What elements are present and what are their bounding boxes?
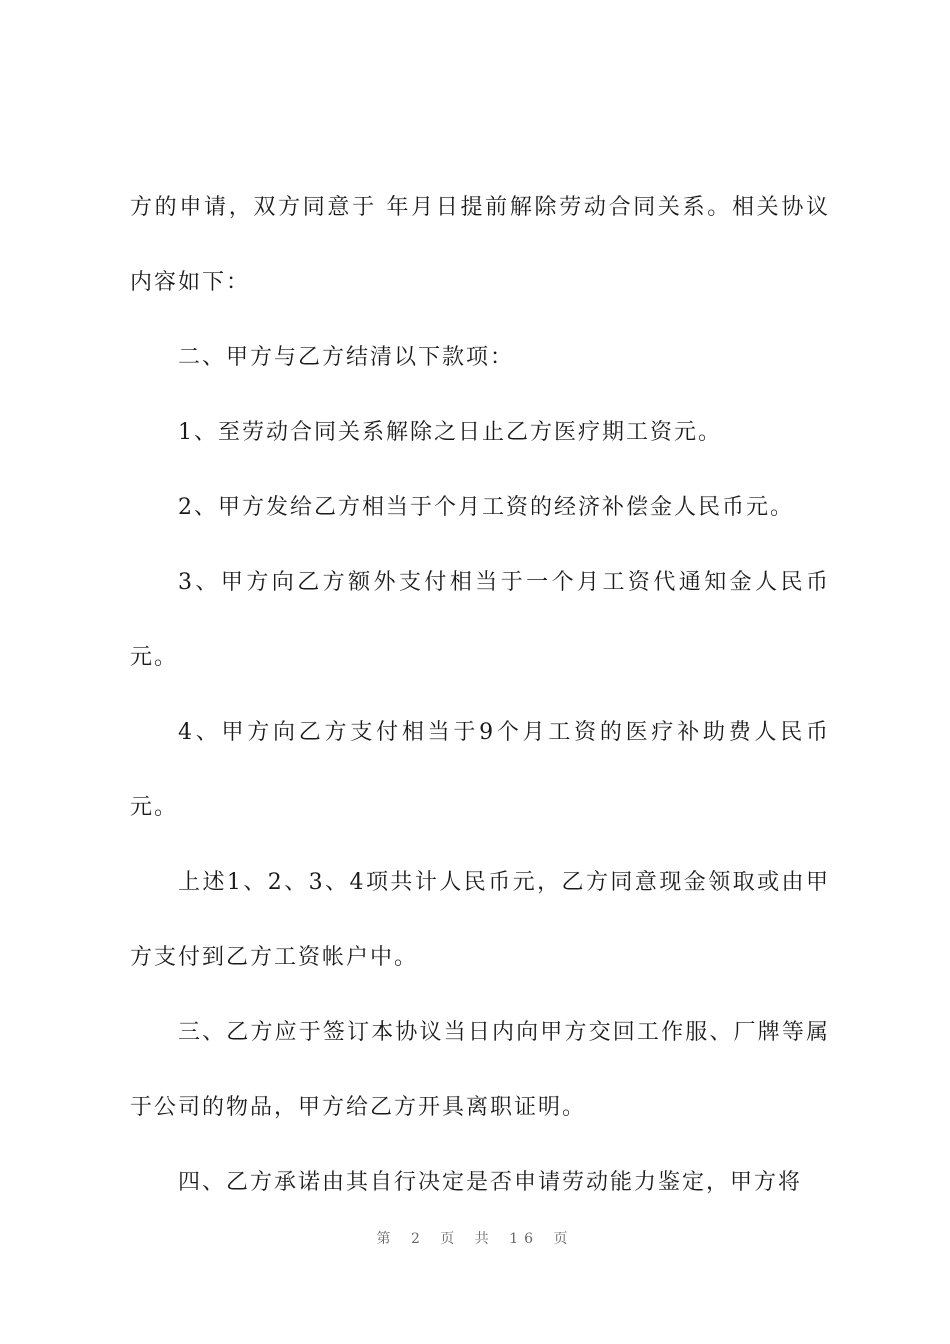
paragraph-total: 上述1、2、3、4项共计人民币元，乙方同意现金领取或由甲方支付到乙方工资帐户中。 [130, 870, 830, 970]
paragraph-item-3: 3、甲方向乙方额外支付相当于一个月工资代通知金人民币元。 [130, 570, 830, 670]
document-body [130, 170, 830, 1220]
paragraph-continuation: 方的申请，双方同意于 年月日提前解除劳动合同关系。相关协议内容如下： [130, 195, 830, 295]
paragraph-item-1: 1、至劳动合同关系解除之日止乙方医疗期工资元。 [178, 420, 722, 445]
paragraph-section-two: 二、甲方与乙方结清以下款项： [178, 345, 515, 370]
paragraph-section-three: 三、乙方应于签订本协议当日内向甲方交回工作服、厂牌等属于公司的物品，甲方给乙方开具离职证明。 [130, 1020, 830, 1120]
paragraph-section-four: 四、乙方承诺由其自行决定是否申请劳动能力鉴定，甲方将 [178, 1170, 803, 1195]
page-number-footer: 第 2 页 共 16 页 [376, 1231, 574, 1247]
paragraph-item-2: 2、甲方发给乙方相当于个月工资的经济补偿金人民币元。 [178, 495, 794, 520]
paragraph-item-4: 4、甲方向乙方支付相当于9个月工资的医疗补助费人民币元。 [130, 720, 830, 820]
